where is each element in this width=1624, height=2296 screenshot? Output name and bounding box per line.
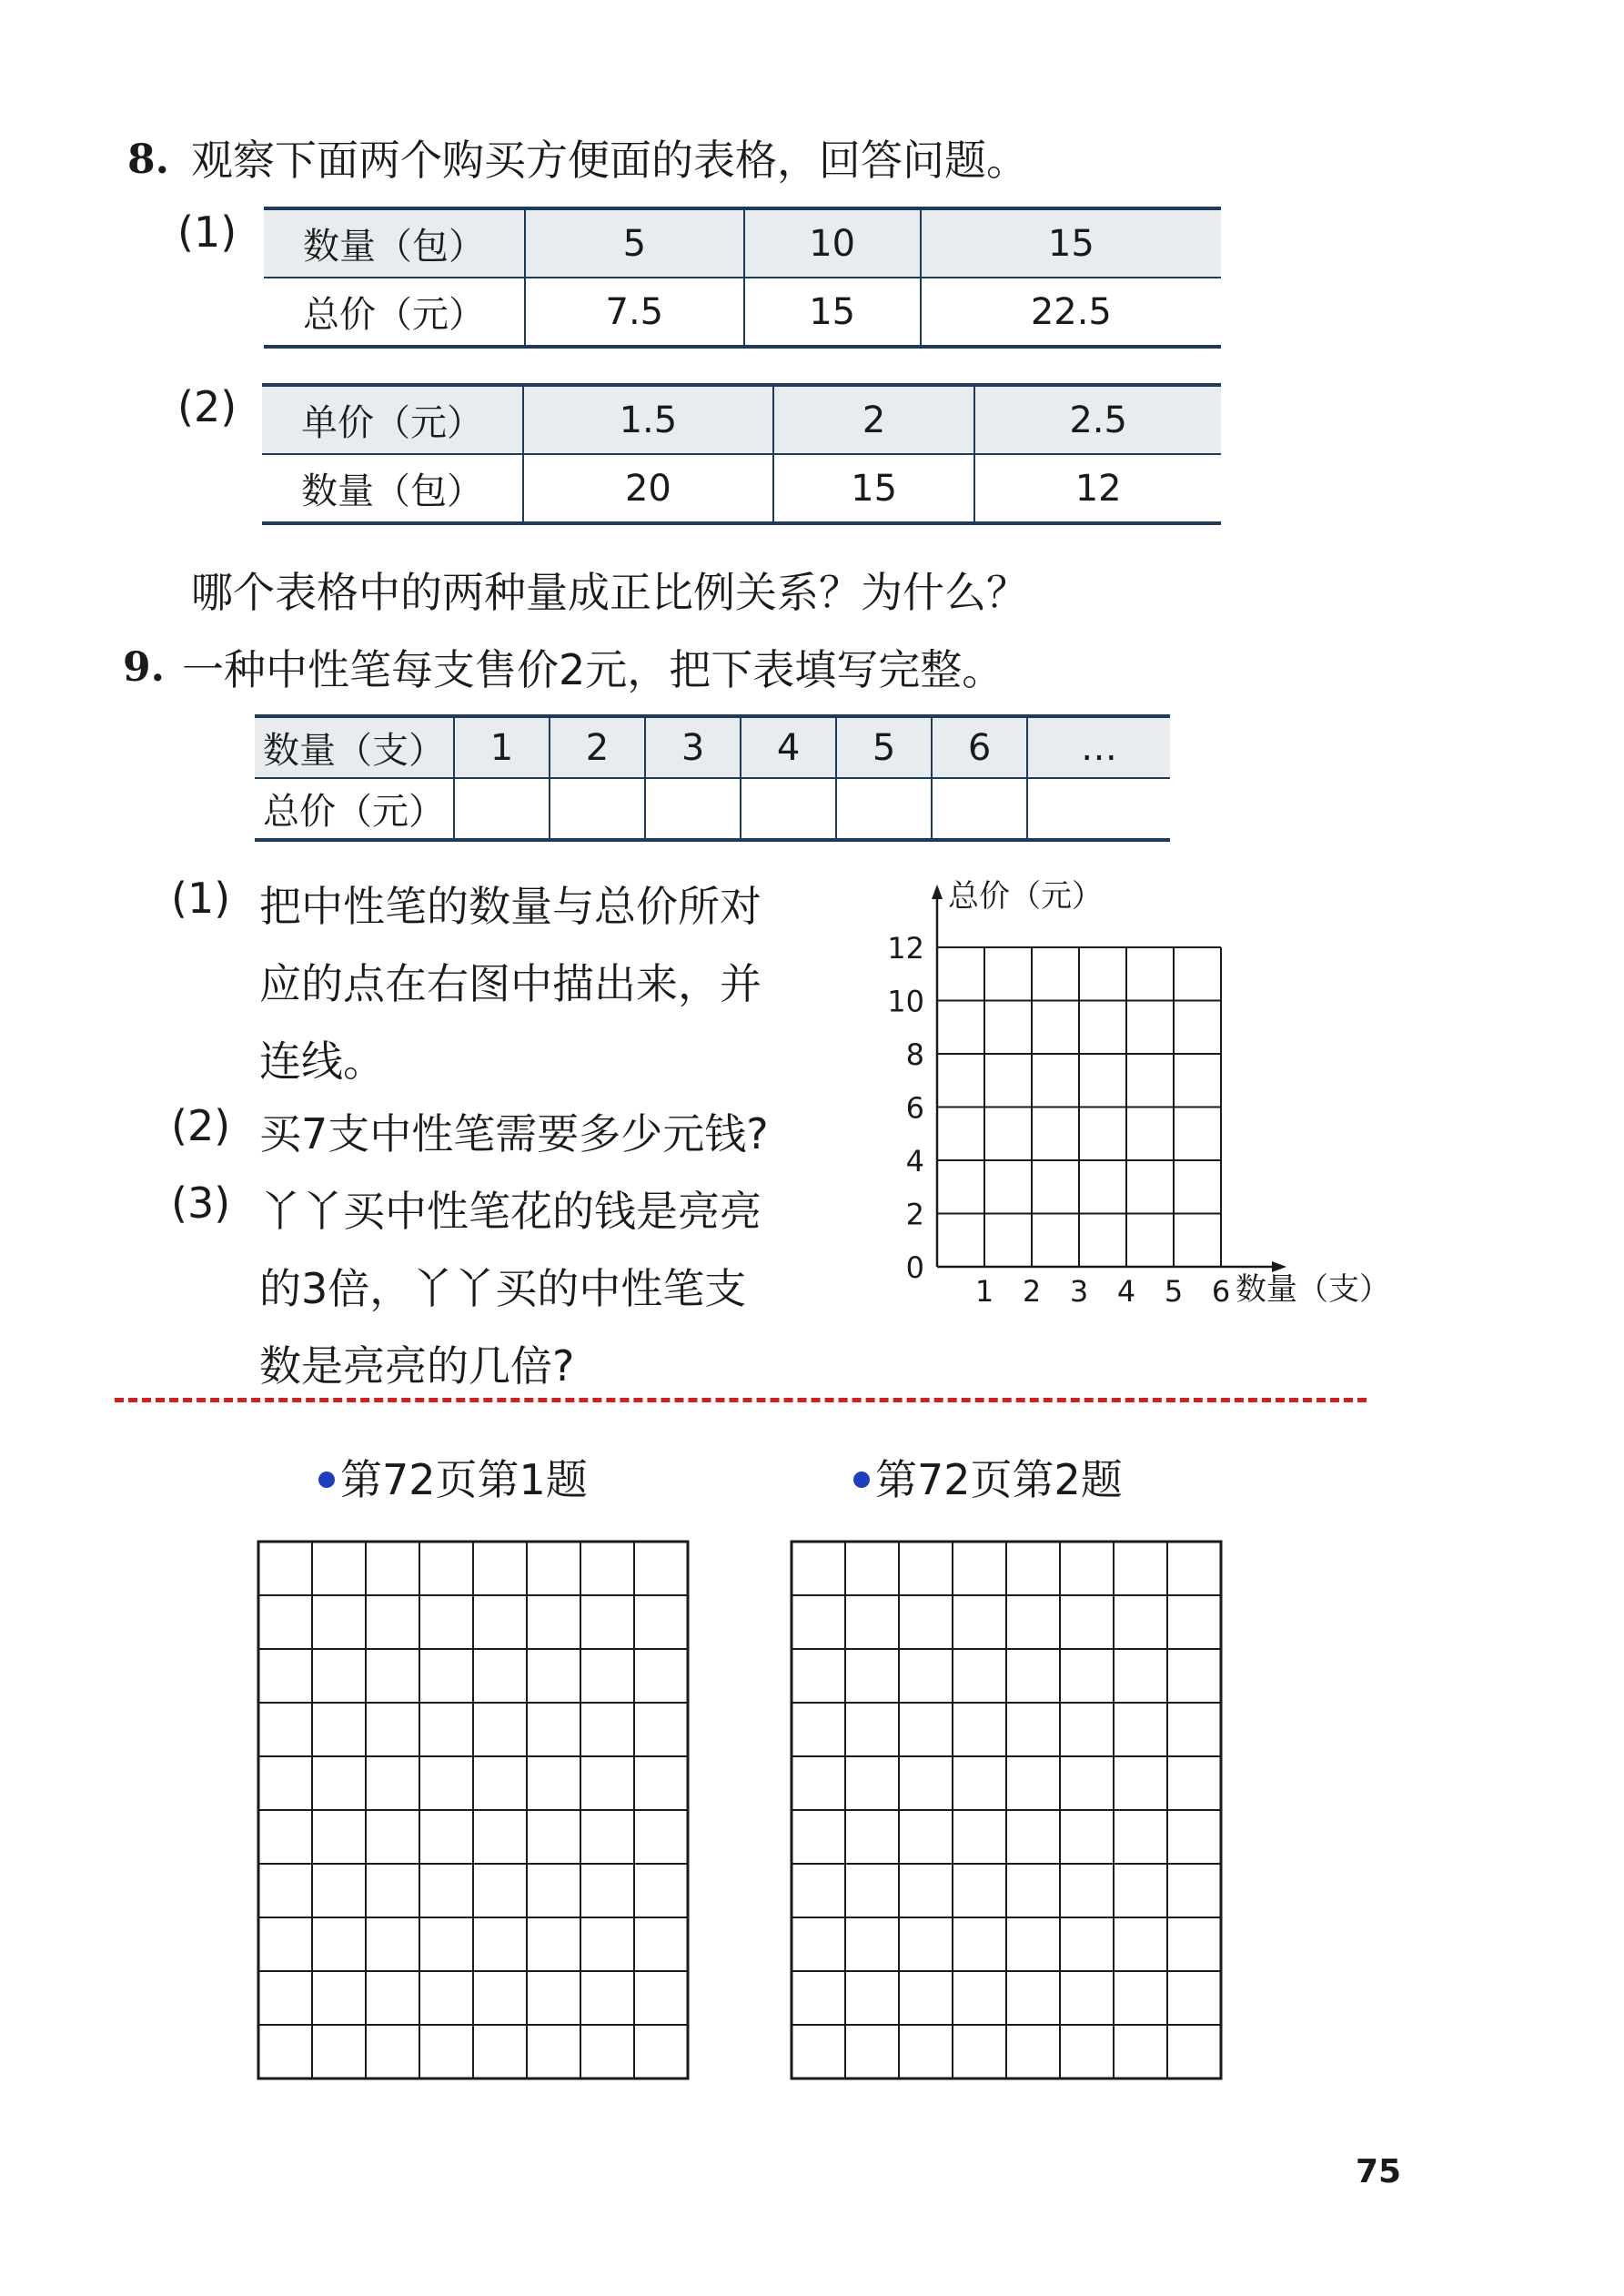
q8-table-2 (262, 383, 1221, 525)
q9-t-answer-cell[interactable] (1027, 778, 1170, 840)
chart-x-axis-label: 数量（支） (1236, 1271, 1390, 1308)
q9-t-answer-cell[interactable] (741, 778, 836, 840)
chart-y-axis-label: 总价（元） (948, 878, 1103, 915)
y-tick-label: 12 (887, 931, 924, 966)
x-tick-label: 3 (1069, 1274, 1089, 1309)
x-tick-label: 2 (1022, 1274, 1042, 1309)
q8-t2-cell: 20 (523, 454, 773, 523)
answer-grid-right[interactable] (786, 1536, 1226, 2084)
q9-sub3-line: 的3倍，丫丫买的中性笔支 (259, 1264, 747, 1313)
q9-t-header: 数量（支） (255, 716, 454, 778)
q8-t2-cell: 2.5 (1069, 399, 1127, 441)
grid-left-title-text: 第72页第1题 (340, 1455, 588, 1504)
q8-t1-cell: 10 (744, 208, 921, 278)
q9-t-cell: 5 (836, 716, 932, 778)
q9-sub1-line: 把中性笔的数量与总价所对 (259, 882, 762, 931)
question-8-text: 观察下面两个购买方便面的表格，回答问题。 (191, 136, 1028, 185)
q9-sub1-line: 应的点在右图中描出来，并 (259, 959, 762, 1008)
q8-t1-cell: 5 (525, 208, 744, 278)
q9-t-header: 总价（元） (255, 778, 454, 840)
question-9-text: 一种中性笔每支售价2元，把下表填写完整。 (182, 645, 1004, 694)
q9-t-answer-cell[interactable] (645, 778, 741, 840)
q8-t1-cell: 7.5 (525, 278, 744, 347)
q9-t-answer-cell[interactable] (932, 778, 1027, 840)
q9-t-cell: 4 (741, 716, 836, 778)
y-tick-label: 6 (905, 1090, 924, 1126)
q8-t1-cell: 15 (1047, 222, 1094, 265)
q8-t1-header: 总价（元） (264, 278, 525, 347)
q8-t2-cell: 1.5 (523, 385, 773, 454)
y-tick-label: 8 (905, 1037, 924, 1072)
q9-sub2-label: (2) (171, 1101, 231, 1150)
question-9-number: 9. (123, 644, 165, 691)
q9-t-cell: … (1081, 726, 1118, 769)
q8-part2-label: (2) (177, 382, 237, 431)
y-tick-label: 2 (905, 1197, 924, 1232)
q9-t-answer-cell[interactable] (836, 778, 932, 840)
bullet-dot-icon (853, 1472, 870, 1488)
x-tick-label: 5 (1164, 1274, 1184, 1309)
q9-sub3-line: 丫丫买中性笔花的钱是亮亮 (259, 1187, 762, 1236)
q9-t-answer-cell[interactable] (454, 778, 550, 840)
answer-grid-left[interactable] (253, 1536, 693, 2084)
page-number: 75 (1356, 2153, 1402, 2190)
x-tick-label: 4 (1116, 1274, 1136, 1309)
grid-right-title-text: 第72页第2题 (875, 1455, 1123, 1504)
q9-sub3-line: 数是亮亮的几倍? (259, 1341, 575, 1391)
q9-t-answer-cell[interactable] (550, 778, 645, 840)
chart-grid (937, 947, 1221, 1267)
q8-t1-cell: 15 (744, 278, 921, 347)
x-tick-label: 6 (1211, 1274, 1231, 1309)
q9-table (255, 714, 1170, 842)
q9-t-cell: 6 (932, 716, 1027, 778)
x-tick-label: 1 (974, 1274, 994, 1309)
q9-t-cell: 2 (550, 716, 645, 778)
q9-t-cell: 1 (454, 716, 550, 778)
y-tick-label: 4 (905, 1144, 924, 1178)
q8-t2-header: 数量（包） (262, 454, 523, 523)
q8-part1-label: (1) (177, 207, 237, 257)
bullet-dot-icon (318, 1472, 335, 1488)
q8-question: 哪个表格中的两种量成正比例关系？为什么？ (191, 568, 1028, 617)
q8-t2-header: 单价（元） (262, 385, 523, 454)
q9-sub1-line: 连线。 (259, 1037, 385, 1086)
cut-line-divider (115, 1398, 1367, 1402)
q9-sub1-label: (1) (171, 874, 231, 923)
q9-chart[interactable] (864, 874, 1410, 1329)
grid-right-title (853, 1447, 1123, 1507)
q9-sub2-text: 买7支中性笔需要多少元钱? (259, 1109, 769, 1158)
chart-y-ticks (887, 931, 924, 1285)
q8-t1-cell: 22.5 (1030, 290, 1112, 333)
y-tick-label: 0 (905, 1250, 924, 1285)
q9-sub3-label: (3) (171, 1178, 231, 1228)
q8-table-1 (264, 207, 1221, 349)
chart-x-ticks (975, 1274, 1230, 1309)
grid-left-title (318, 1447, 588, 1507)
q8-t2-cell: 15 (773, 454, 975, 523)
q8-t2-cell: 2 (773, 385, 975, 454)
question-8-number: 8. (127, 137, 169, 183)
q8-t2-cell: 12 (1074, 467, 1122, 510)
q9-t-cell: 3 (645, 716, 741, 778)
y-axis-arrow-icon (932, 885, 943, 899)
y-tick-label: 10 (887, 984, 924, 1019)
q8-t1-header: 数量（包） (264, 208, 525, 278)
